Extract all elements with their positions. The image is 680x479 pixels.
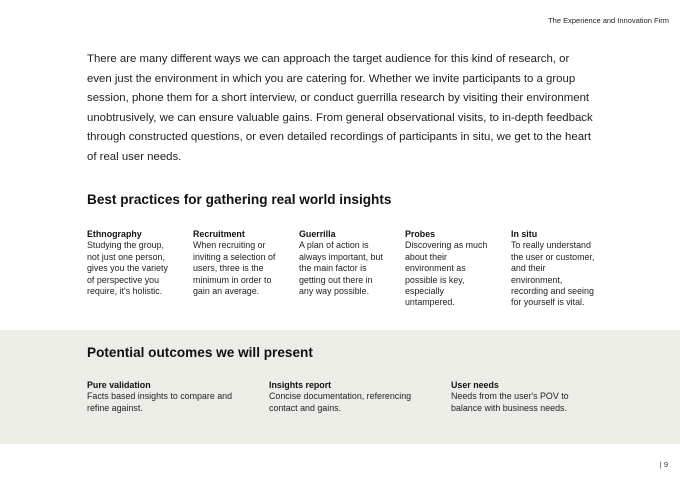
best-practices-list — [87, 229, 617, 309]
outcome-title: User needs — [451, 380, 499, 390]
outcomes-section — [0, 330, 680, 444]
practice-item-probes — [405, 229, 511, 309]
practice-item-in-situ — [511, 229, 617, 309]
intro-text: There are many different ways we can approach the target audience for this kind of research, or even just the environment in which you are catering for. Whether we invite participants to a group session, phone them for a short interview, or conduct guerrilla research by visiting their environment unobtrusively, we can ensure valuable gains. From general observational visits, to in-depth feedback through constructed questions, or even detailed recordings of participants in situ, we get to the heart of real user needs. — [87, 53, 593, 163]
outcomes-heading: Potential outcomes we will present — [87, 345, 313, 360]
outcome-item-pure-validation — [87, 380, 269, 414]
practice-description: To really understand the user or customer, and their environment, recording and seeing for yourself is vital. — [511, 240, 595, 308]
practice-item-guerrilla — [299, 229, 405, 309]
outcome-description: Needs from the user's POV to balance with business needs. — [451, 391, 569, 413]
practice-description: A plan of action is always important, but the main factor is getting out there in any way possible. — [299, 240, 383, 297]
practice-description: When recruiting or inviting a selection of users, three is the minimum in order to gain an average. — [193, 240, 276, 297]
outcome-title: Insights report — [269, 380, 332, 390]
page-number: | 9 — [659, 460, 668, 469]
outcome-title: Pure validation — [87, 380, 151, 390]
outcome-item-user-needs — [451, 380, 633, 414]
practice-title: Ethnography — [87, 229, 142, 239]
best-practices-heading: Best practices for gathering real world insights — [87, 192, 392, 207]
practice-description: Studying the group, not just one person, gives you the variety of perspective you require, it's holistic. — [87, 240, 168, 297]
practice-title: In situ — [511, 229, 538, 239]
practice-item-ethnography — [87, 229, 193, 309]
practice-description: Discovering as much about their environment as possible is key, especially untampered. — [405, 240, 488, 308]
practice-item-recruitment — [193, 229, 299, 309]
practice-title: Recruitment — [193, 229, 245, 239]
practice-title: Guerrilla — [299, 229, 336, 239]
practice-title: Probes — [405, 229, 436, 239]
outcome-item-insights-report — [269, 380, 451, 414]
outcomes-list — [87, 380, 633, 414]
outcome-description: Concise documentation, referencing contact and gains. — [269, 391, 412, 413]
outcome-description: Facts based insights to compare and refine against. — [87, 391, 233, 413]
header-firm-name: The Experience and Innovation Firm — [548, 16, 669, 25]
intro-paragraph — [87, 50, 597, 168]
